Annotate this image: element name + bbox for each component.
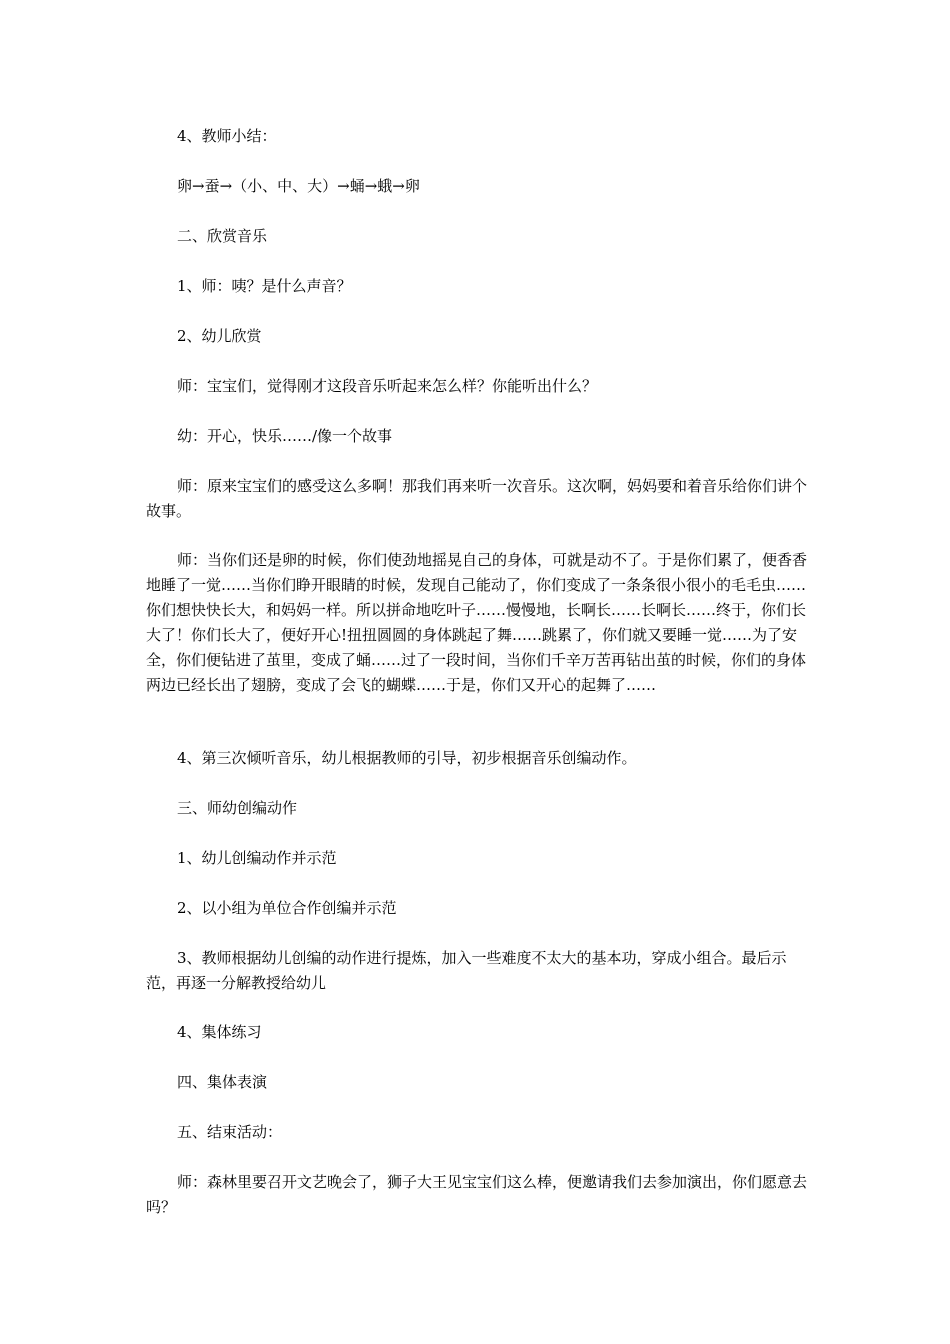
paragraph-dialogue: 师：森林里要召开文艺晚会了，狮子大王见宝宝们这么棒，便邀请我们去参加演出，你们愿意去吗？ — [146, 1173, 808, 1216]
paragraph-dialogue: 师：宝宝们，觉得刚才这段音乐听起来怎么样？你能听出什么？ — [177, 377, 598, 395]
paragraph-item: 1、幼儿创编动作并示范 — [177, 849, 337, 867]
paragraph-item: 1、师：咦？是什么声音？ — [177, 277, 352, 295]
paragraph-section-2-heading: 二、欣赏音乐 — [177, 227, 268, 245]
paragraph-dialogue: 师：原来宝宝们的感受这么多啊！那我们再来听一次音乐。这次啊，妈妈要和着音乐给你们讲个故事。 — [146, 477, 808, 520]
paragraph-section-3-heading: 三、师幼创编动作 — [177, 799, 298, 817]
paragraph-lifecycle: 卵→蚕→（小、中、大）→蛹→蛾→卵 — [177, 177, 420, 195]
paragraph-dialogue: 幼：开心，快乐……/像一个故事 — [177, 427, 393, 445]
paragraph-item: 4、集体练习 — [177, 1023, 262, 1041]
paragraph-item: 3、教师根据幼儿创编的动作进行提炼，加入一些难度不太大的基本功，穿成小组合。最后示范，再逐一分解教授给幼儿 — [146, 949, 787, 992]
paragraph-section-4-heading: 四、集体表演 — [177, 1073, 268, 1091]
paragraph-item: 4、第三次倾听音乐，幼儿根据教师的引导，初步根据音乐创编动作。 — [177, 749, 637, 767]
paragraph-section-5-heading: 五、结束活动： — [177, 1123, 283, 1141]
paragraph-story: 师：当你们还是卵的时候，你们使劲地摇晃自己的身体，可就是动不了。于是你们累了，便香香地睡了一觉……当你们睁开眼睛的时候，发现自己能动了，你们变成了一条条很小很小的毛毛虫……你们想快快长大，和妈妈一样。所以拼命地吃叶子……慢慢地，长啊长……长啊长……终于，你们长大了！你们长大了，便好开心!扭扭圆圆的身体跳起了舞……跳累了，你们就又要睡一觉……为了安全，你们便钻进了茧里，变成了蛹……过了一段时间，当你们千辛万苦再钻出茧的时候，你们的身体两边已经长出了翅膀，变成了会飞的蝴蝶……于是，你们又开心的起舞了…… — [146, 551, 808, 694]
paragraph-item: 2、以小组为单位合作创编并示范 — [177, 899, 397, 917]
paragraph-teacher-summary-heading: 4、教师小结： — [177, 127, 277, 145]
paragraph-item: 2、幼儿欣赏 — [177, 327, 262, 345]
